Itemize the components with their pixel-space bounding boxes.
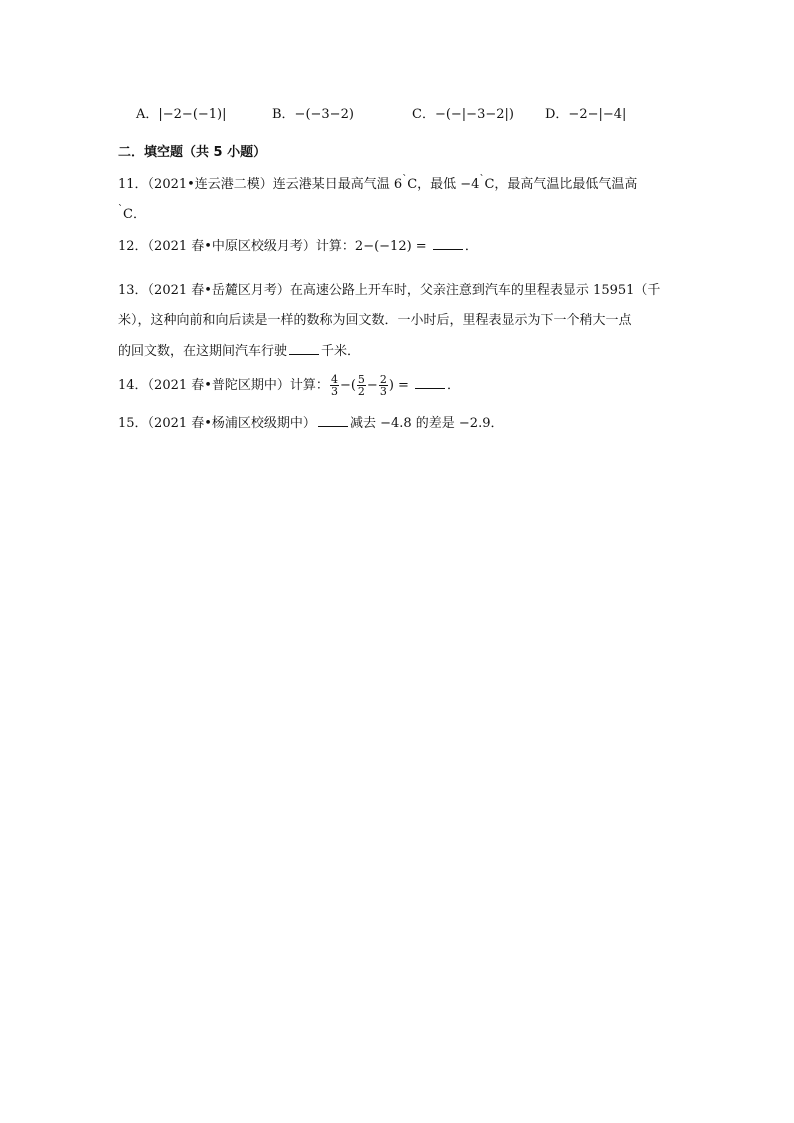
q11-text-1: 11．（2021•连云港二模）连云港某日最高气温 6: [118, 177, 403, 192]
q15-suffix: 减去 −4.8 的差是 −2.9．: [349, 416, 504, 431]
q12-text: 12．（2021 春•中原区校级月考）计算：2−(−12) =: [118, 239, 431, 254]
degree-mark: `: [118, 204, 123, 216]
q14-end: ．: [447, 378, 461, 393]
q13-text-b: 千米．: [321, 344, 361, 359]
q11-text-4: C．: [123, 207, 146, 222]
question-13-line-1: 13．（2021 春•岳麓区月考）在高速公路上开车时，父亲注意到汽车的里程表显示 15951（千: [118, 283, 661, 298]
answer-blank: [415, 376, 445, 389]
q14-op-1: −(: [339, 378, 356, 393]
q14-op-2: −: [366, 378, 378, 393]
answer-blank: [289, 342, 319, 355]
question-11-line-1: [118, 176, 637, 194]
section-title: 二．填空题（共 5 小题）: [118, 145, 267, 160]
q15-prefix: 15．（2021 春•杨浦区校级期中）: [118, 416, 316, 431]
option-a: A．|−2−(−1)|: [136, 107, 227, 122]
q14-suffix: ) =: [388, 378, 414, 393]
answer-blank: [433, 237, 463, 250]
question-15: [118, 414, 503, 433]
question-14: [118, 373, 460, 399]
option-d: D．−2−|−4|: [545, 107, 627, 122]
option-c: C．−(−|−3−2|): [412, 107, 514, 122]
fraction-2-3: $\frac{2}{3}$: [379, 373, 387, 398]
q11-text-2: C，最低 −4: [407, 177, 480, 192]
fraction-5-2: $\frac{5}{2}$: [357, 373, 365, 398]
fraction-4-3: $\frac{4}{3}$: [330, 373, 338, 398]
question-12: [118, 237, 478, 256]
question-13-line-3: [118, 342, 360, 361]
degree-mark: `: [402, 174, 408, 186]
answer-options: [136, 106, 656, 126]
option-b: B．−(−3−2): [272, 107, 354, 122]
q14-prefix: 14．（2021 春•普陀区期中）计算：: [118, 378, 329, 393]
q13-text-a: 的回文数，在这期间汽车行驶: [118, 344, 288, 359]
answer-blank: [318, 414, 348, 427]
question-13-line-2: 米），这种向前和向后读是一样的数称为回文数．一小时后，里程表显示为下一个稍大一点: [118, 313, 632, 328]
q12-end: ．: [464, 239, 478, 254]
degree-mark: `: [479, 174, 485, 186]
question-11-line-2: [118, 206, 146, 224]
q11-text-3: C，最高气温比最低气温高: [484, 177, 638, 192]
